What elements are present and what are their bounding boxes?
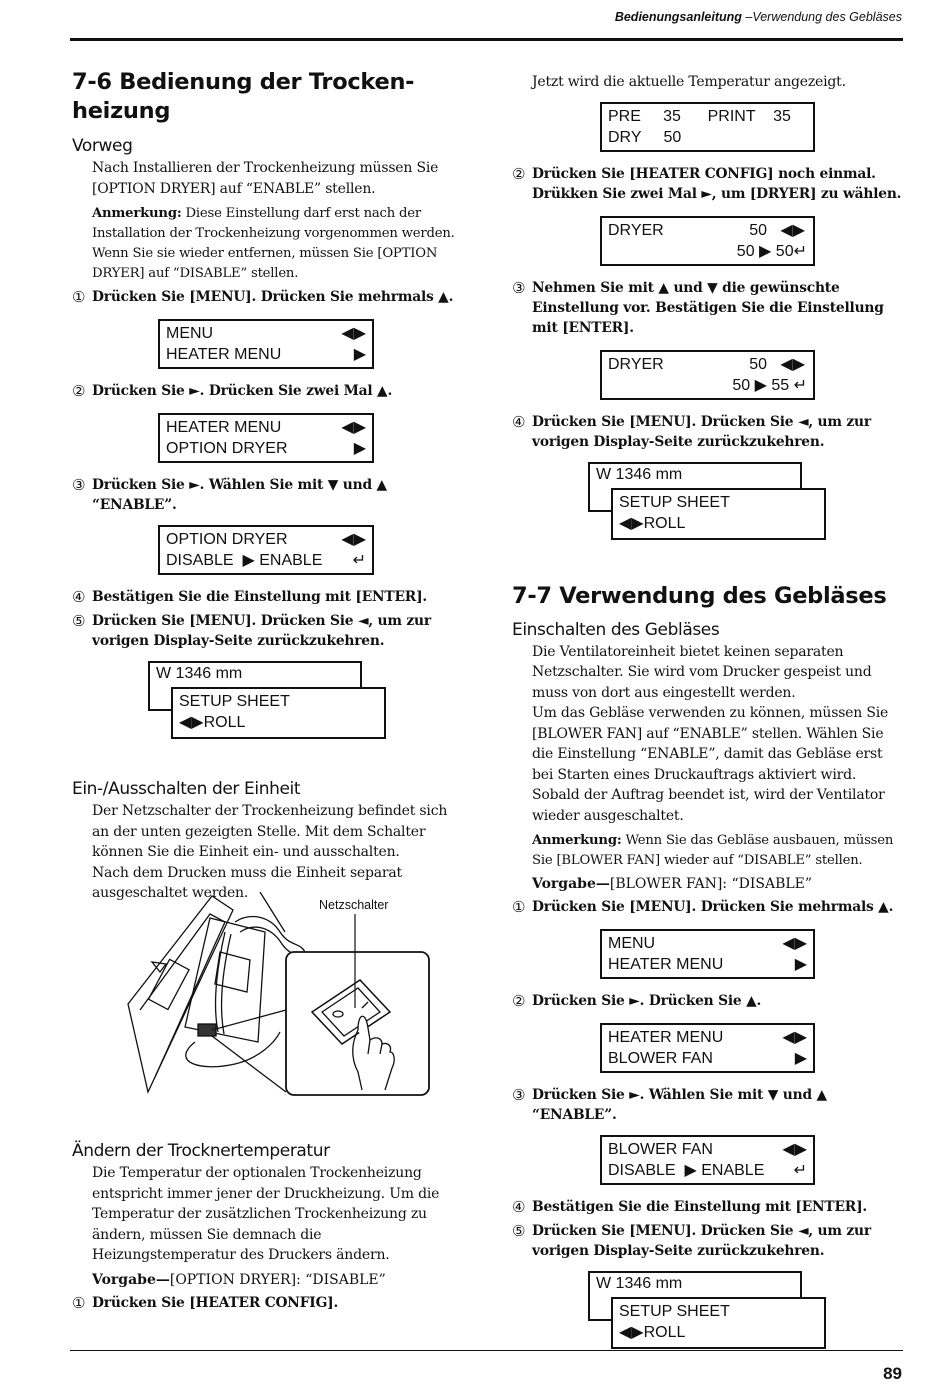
right-arrow-icon: ▶: [353, 440, 366, 457]
step-2: ② Drücken Sie ►. Drücken Sie zwei Mal ▲.: [72, 382, 393, 400]
left-column-lower: [72, 1140, 467, 1313]
enter-icon: ↵: [352, 552, 366, 569]
blower-vorgabe: Vorgabe—[BLOWER FAN]: “DISABLE”: [532, 876, 813, 892]
heading-einaus: Ein-/Ausschalten der Einheit: [72, 779, 301, 799]
callout-netzschalter: Netzschalter: [319, 898, 389, 912]
lcd-setup-front: SETUP SHEET ◀▶ROLL: [171, 687, 386, 739]
b-step-5: ⑤ Drücken Sie [MENU]. Drücken Sie ◄, um zur vorigen Display-Seite zurückzukehren.: [512, 1222, 871, 1259]
lcd-b-blower: BLOWER FAN ◀▶ DISABLE ▶ ENABLE ↵: [600, 1135, 815, 1185]
lcd-menu: MENU ◀▶ HEATER MENU ▶: [158, 319, 374, 369]
vorweg-text: Nach Installieren der Trockenheizung müssen Sie [OPTION DRYER] auf “ENABLE” stellen.: [92, 160, 439, 197]
step-5: ⑤ Drücken Sie [MENU]. Drücken Sie ◄, um zur vorigen Display-Seite zurückzukehren.: [72, 612, 431, 649]
dryer-unit-drawing: [100, 892, 435, 1102]
blower-text1: Die Ventilatoreinheit bietet keinen separaten Netzschalter. Sie wird vom Drucker gespeist und muss von dort aus eingestellt werden.: [532, 643, 872, 701]
einaus-text: Der Netzschalter der Trockenheizung befindet sich an der unten gezeigten Stelle. Mit dem Schalter können Sie die Einheit ein- und ausschalten.: [92, 803, 448, 860]
right-arrow-icon: ▶: [353, 346, 366, 363]
lcd-temperatures: PRE 35 PRINT 35 DRY 50: [600, 102, 815, 152]
temp-text: Die Temperatur der optionalen Trockenheizung entspricht immer jener der Druckheizung. Um die Temperatur der zusätzlichen Trockenheizung zu ändern, müssen Sie demnach die Heizungstemperatur des Druckers ändern.: [92, 1165, 440, 1263]
b-step-3: ③ Drücken Sie ►. Wählen Sie mit ▼ und ▲ “ENABLE”.: [512, 1086, 827, 1123]
r-step-2: ② Drücken Sie [HEATER CONFIG] noch einmal. Drükken Sie zwei Mal ►, um [DRYER] zu wählen.: [512, 164, 902, 202]
lcd-width-line: W 1346 mm: [588, 1271, 802, 1321]
step-4: ④ Bestätigen Sie die Einstellung mit [ENTER].: [72, 588, 428, 606]
step-3: ③ Drücken Sie ►. Wählen Sie mit ▼ und ▲ “ENABLE”.: [72, 476, 387, 513]
heading-temp: Ändern der Trocknertemperatur: [72, 1141, 330, 1161]
lcd-b-heater: HEATER MENU ◀▶ BLOWER FAN ▶: [600, 1023, 815, 1073]
lcd-setup-sheet-r2: [512, 1271, 907, 1353]
blower-text2: Um das Gebläse verwenden zu können, müssen Sie [BLOWER FAN] auf “ENABLE” stellen. Wählen Sie die Einstellung “ENABLE”, damit das Gebläse erst bei Starten eines Druckauftrags aktiviert wird. Sobald der Auftrag beendet ist, wird der Ventilator wieder ausgeschaltet.: [532, 705, 889, 824]
blower-note: Anmerkung: Wenn Sie das Gebläse ausbauen, müssen Sie [BLOWER FAN] wieder auf “DISABLE” stellen.: [532, 833, 894, 868]
lcd-dryer-1: DRYER 50 ◀▶ 50 ▶ 50↵: [600, 216, 815, 266]
header-rule: [70, 38, 903, 41]
footer-rule: [70, 1350, 903, 1351]
lcd-setup-front: SETUP SHEET ◀▶ROLL: [611, 488, 826, 540]
temp-vorgabe: Vorgabe—[OPTION DRYER]: “DISABLE”: [92, 1271, 386, 1288]
r-step-3: ③ Nehmen Sie mit ▲ und ▼ die gewünschte Einstellung vor. Bestätigen Sie die Einstellung mit [ENTER].: [512, 278, 884, 336]
lcd-setup-front: SETUP SHEET ◀▶ROLL: [611, 1297, 826, 1349]
lcd-dryer-2: DRYER 50 ◀▶ 50 ▶ 55 ↵: [600, 350, 815, 400]
temp-intro: Jetzt wird die aktuelle Temperatur angezeigt.: [532, 74, 846, 90]
left-column: [72, 68, 467, 904]
page-number: 89: [883, 1364, 902, 1383]
heading-blower: Einschalten des Gebläses: [512, 619, 720, 640]
step-1: ① Drücken Sie [MENU]. Drücken Sie mehrmals ▲.: [72, 288, 454, 306]
left-right-updown-icon: ◀▶: [341, 419, 366, 436]
running-header: Bedienungsanleitung –Verwendung des Gebläses: [614, 10, 902, 24]
vorweg-note: Anmerkung: Diese Einstellung darf erst nach der Installation der Trockenheizung vorgenommen werden. Wenn Sie sie wieder entfernen, müssen Sie [OPTION DRYER] auf “DISABLE” stellen.: [92, 206, 455, 281]
r-step-4: ④ Drücken Sie [MENU]. Drücken Sie ◄, um zur vorigen Display-Seite zurückzukehren.: [512, 412, 871, 450]
lcd-heater-menu: HEATER MENU ◀▶ OPTION DRYER ▶: [158, 413, 374, 463]
left-right-updown-icon: ◀▶: [341, 531, 366, 548]
heading-vorweg: Vorweg: [72, 136, 133, 156]
lcd-option-dryer: OPTION DRYER ◀▶ DISABLE ▶ ENABLE ↵: [158, 525, 374, 575]
lcd-b-menu: MENU ◀▶ HEATER MENU ▶: [600, 929, 815, 979]
einaus-text2: Nach dem Drucken muss die Einheit separat ausgeschaltet werden.: [92, 864, 402, 901]
lcd-width-line: W 1346 mm: [588, 462, 802, 512]
lcd-width-line: W 1346 mm: [148, 661, 362, 711]
section-title-7-6: 7-6 Bedienung der Trocken- heizung: [72, 69, 415, 124]
section-title-7-7: 7-7 Verwendung des Gebläses: [512, 582, 887, 609]
temp-step-1: ① Drücken Sie [HEATER CONFIG].: [72, 1293, 339, 1312]
right-column: [512, 72, 907, 1353]
left-right-updown-icon: ◀▶: [341, 325, 366, 342]
b-step-1: ① Drücken Sie [MENU]. Drücken Sie mehrmals ▲.: [512, 898, 894, 916]
dryer-switch-illustration: [100, 892, 435, 1102]
b-step-2: ② Drücken Sie ►. Drücken Sie ▲.: [512, 992, 762, 1010]
b-step-4: ④ Bestätigen Sie die Einstellung mit [ENTER].: [512, 1198, 868, 1216]
lcd-setup-sheet-r1: [512, 462, 907, 544]
lcd-setup-sheet: [72, 661, 467, 743]
